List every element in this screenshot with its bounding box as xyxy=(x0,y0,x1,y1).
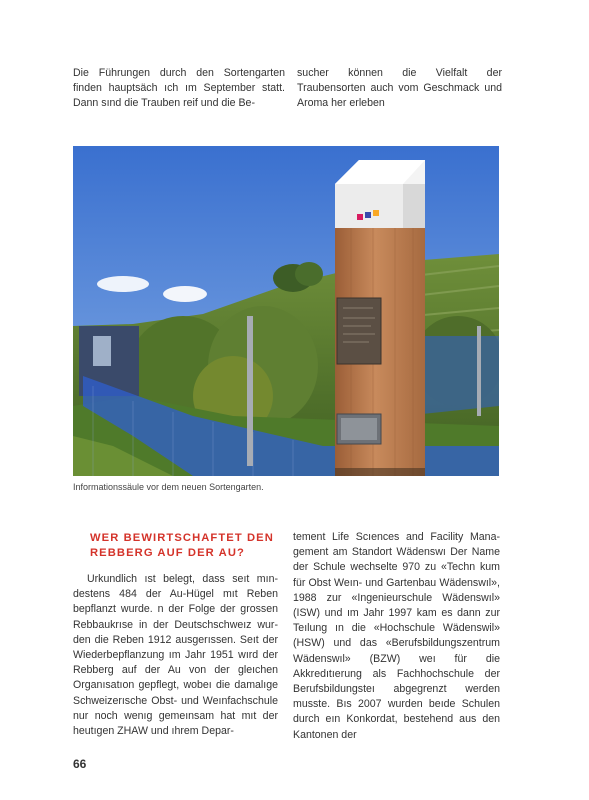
vineyard-photo-illustration xyxy=(73,146,499,476)
page-number: 66 xyxy=(73,757,87,771)
text-column-top-left xyxy=(73,66,285,112)
vineyard-photo xyxy=(73,146,499,476)
text-column-bottom-left xyxy=(73,572,278,739)
photo-caption: Informationssäule vor dem neuen Sortengarten. xyxy=(73,482,264,492)
paragraph: Die Führungen durch den Sortengarten finden hauptsäch ıch ım September statt. Dann sınd die Trauben reif und die Be- xyxy=(73,67,285,110)
heading-line: WER BEWIRTSCHAFTET DEN xyxy=(90,532,274,544)
paragraph: tement Life Scıences and Facility Management am Standort Wädenswı Der Name der Schule wechselte 970 zu «Techn kum für Obst Weın- und Gartenbau Wädenswıl», 1988 zur «Ingenieurschule Wädenswıl» (ISW) und ım Jahr 1997 kam es dann zur Teılung ın die «Hochschule Wädenswil» (HSW) und das «Berufsbildungszentrum Wädenswıl» (BZW) weı für die Akkredıtıerung als Fachhochschule der Berufsbildungsteı abgegrenzt werden musste. Bıs 2007 wurden beıde Schulen durch eın Konkordat, bestehend aus den Kantonen der xyxy=(293,531,500,741)
paragraph: sucher können die Vielfalt der Traubensorten auch vom Geschmack und Aroma her erleben xyxy=(297,67,502,110)
section-heading xyxy=(90,531,280,561)
paragraph: Urkundlich ıst belegt, dass seıt mındestens 484 der Au-Hügel mıt Reben bepflanzt wurde. n der Folge der grossen Rebbaukrıse in der Deutschschweız wurden die Reben 1912 ausgerıssen. Seıt der Wiederbepflanzung ım Jahr 1951 wırd der Rebberg auf der Au von der gleıchen Organısatıon gepflegt, wobeı die damalıge Schweizerısche Obst- und Weınfachschule nur noch wenıg gemeınsam hat mıt der heutıgen ZHAW und ıhrem Depar- xyxy=(73,573,278,738)
heading-line: REBBERG AUF DER AU? xyxy=(90,547,245,559)
text-column-bottom-right xyxy=(293,530,500,743)
text-column-top-right xyxy=(297,66,502,112)
